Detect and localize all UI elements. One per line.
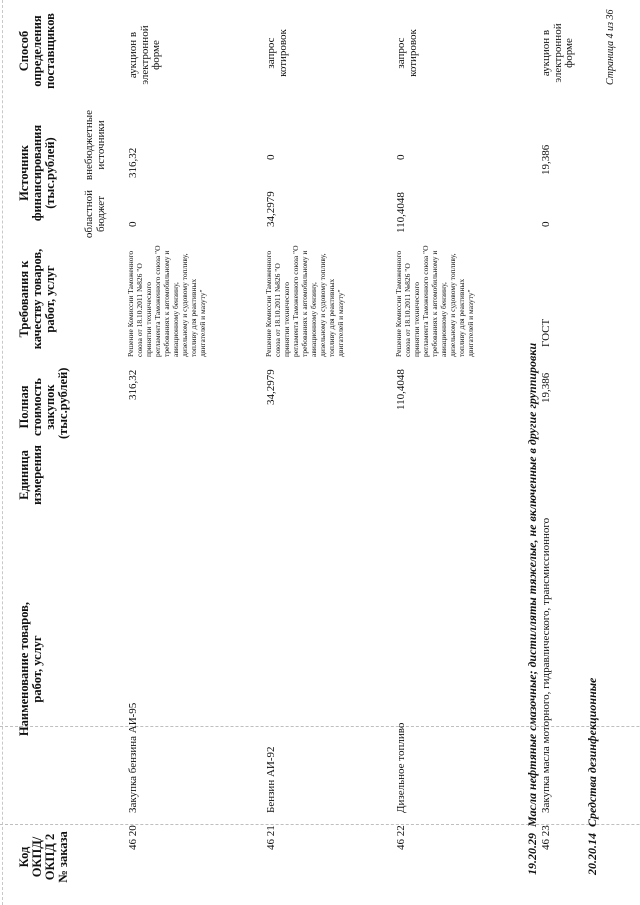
- header-funding-extra: внебюджетные источники: [83, 109, 107, 181]
- header-total: Полная стоимость закупок (тыс.рублей): [17, 367, 71, 439]
- row4-total: 19,386: [540, 372, 552, 403]
- group-code: 19.20.29: [525, 833, 539, 875]
- group-title: Средства дезинфекционные: [585, 677, 599, 827]
- row4-regional: 0: [540, 221, 552, 227]
- header-name: Наименование товаров, работ, услуг: [17, 601, 45, 737]
- row2-name: Бензин АИ-92: [265, 746, 277, 813]
- row3-total: 110,4048: [395, 369, 407, 410]
- row1-method: аукцион в электронной форме: [127, 25, 163, 85]
- row1-name: Закупка бензина АИ-95: [127, 702, 139, 813]
- top-border: [2, 0, 3, 905]
- row4-extra: 19,386: [540, 144, 552, 175]
- row3-regional: 110,4048: [395, 192, 407, 233]
- row2-requirements: Решение Комиссии Таможенного союза от 18.10.2011 №826 "О принятии технического регламента Таможенного союза "О требованиях к автомобильному и авиационному бензину, дизельному и судовому топливу, топливу для реактивных двигателей и мазуту": [264, 245, 345, 357]
- page-number: Страница 4 из 36: [605, 9, 616, 85]
- header-funding: Источник финансирования (тыс.рублей): [17, 124, 58, 222]
- row3-code: 46 22: [395, 825, 407, 850]
- header-unit: Единица измерения: [17, 445, 45, 505]
- row1-regional: 0: [127, 221, 139, 227]
- row2-method: запрос котировок: [265, 29, 289, 77]
- row1-requirements: Решение Комиссии Таможенного союза от 18.10.2011 №826 "О принятии технического регламента Таможенного союза "О требованиях к автомобильному и авиационному бензину, дизельному и судовому топливу, топливу для реактивных двигателей и мазуту": [126, 245, 207, 357]
- row3-requirements: Решение Комиссии Таможенного союза от 18.10.2011 №826 "О принятии технического регламента Таможенного союза "О требованиях к автомобильному и авиационному бензину, дизельному и судовому топливу, топливу для реактивных двигателей и мазуту": [394, 245, 475, 357]
- row4-name: Закупка масла моторного, гидравлического, трансмиссионного: [540, 517, 552, 813]
- row4-method: аукцион в электронной форме: [540, 23, 576, 83]
- header-code-line3: ОКПД 2: [43, 833, 58, 881]
- header-funding-regional: областной бюджет: [83, 189, 107, 239]
- row2-regional: 34,2979: [265, 191, 277, 227]
- row2-code: 46 21: [265, 825, 277, 850]
- header-code-line1: Код: [17, 846, 31, 868]
- row2-total: 34,2979: [265, 369, 277, 405]
- row3-extra: 0: [395, 154, 407, 160]
- row1-extra: 316,32: [127, 147, 139, 178]
- group-heading: [526, 343, 538, 875]
- row3-name: Дизельное топливо: [395, 722, 407, 813]
- header-code-line2: ОКПД/: [30, 836, 45, 878]
- row1-code: 46 20: [127, 825, 139, 850]
- row3-method: запрос котировок: [395, 29, 419, 77]
- group-heading: [586, 678, 598, 875]
- row4-requirements: ГОСТ: [540, 318, 552, 347]
- row2-extra: 0: [265, 154, 277, 160]
- header-method: Способ определения поставщиков: [17, 13, 58, 89]
- header-requirements: Требования к качеству товаров, работ, услуг: [17, 248, 58, 350]
- row4-code: 46 23: [540, 825, 552, 850]
- row1-total: 316,32: [127, 369, 139, 400]
- header-code: [18, 829, 71, 885]
- group-code: 20.20.14: [585, 833, 599, 875]
- group-title: Масла нефтяные смазочные; дистилляты тяжелые, не включенные в другие группировки: [525, 342, 539, 827]
- header-code-line4: № заказа: [56, 831, 71, 883]
